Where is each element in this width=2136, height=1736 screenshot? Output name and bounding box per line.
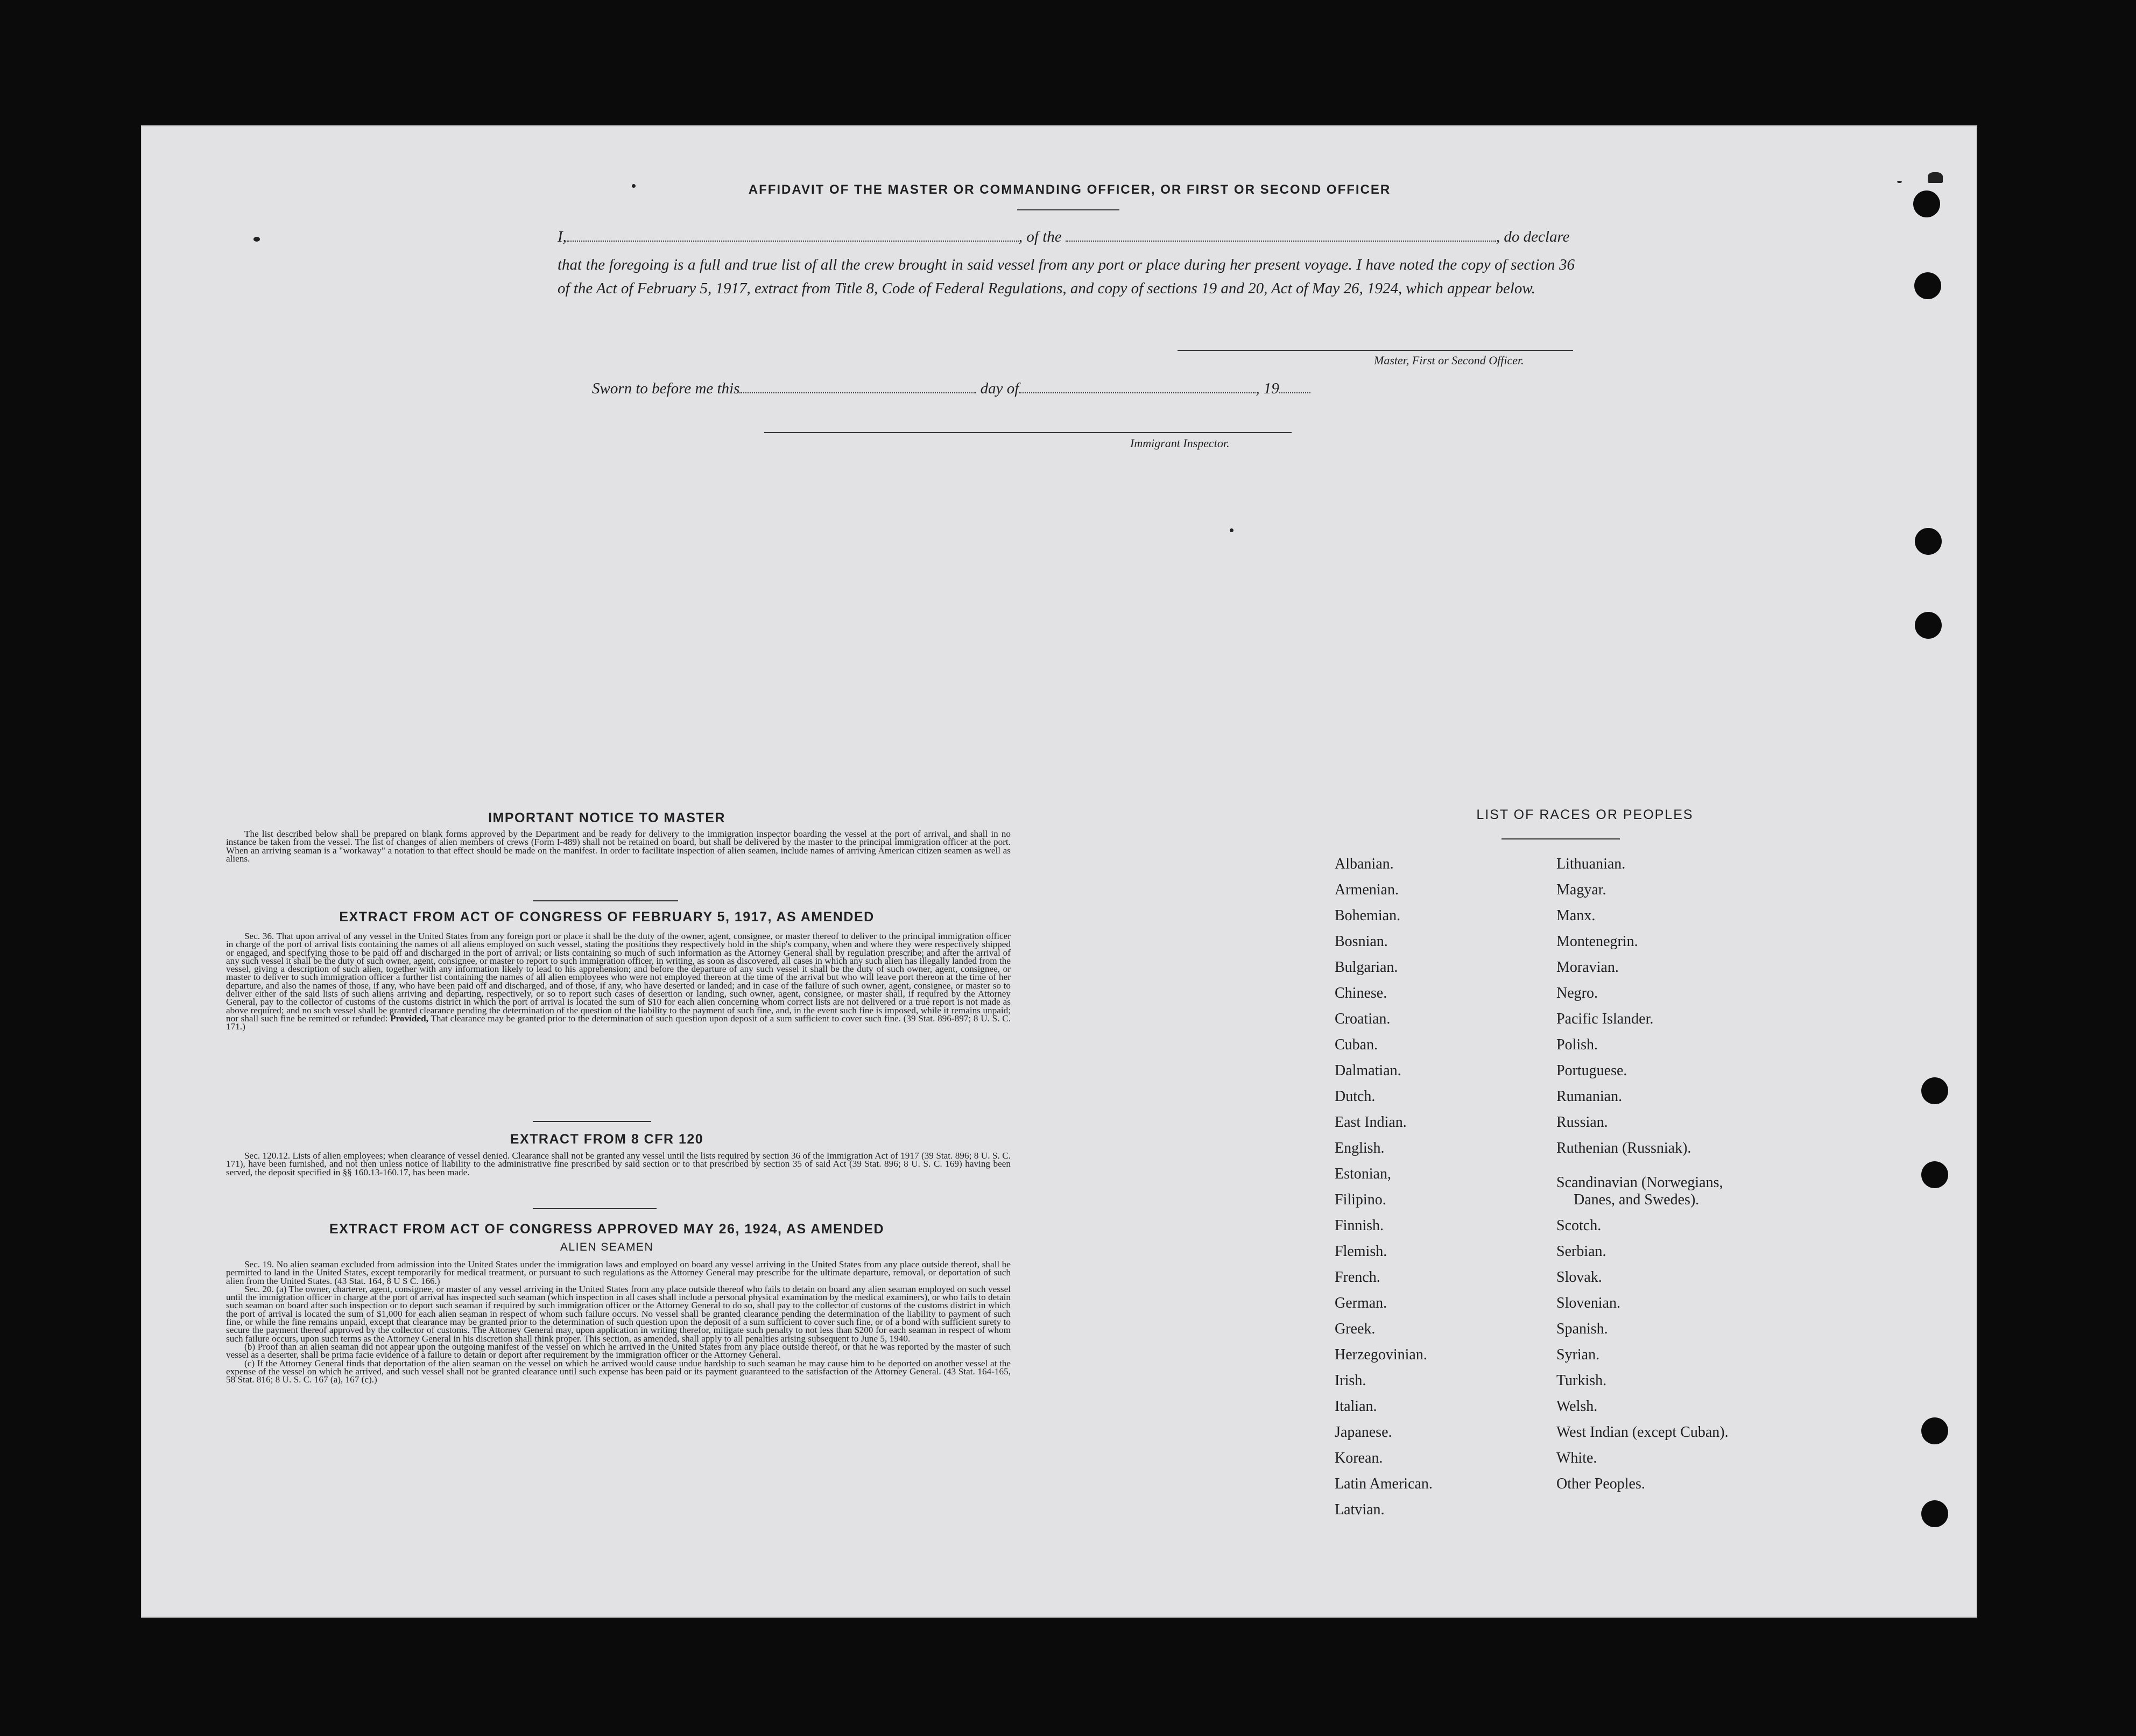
title-underline	[1017, 209, 1119, 210]
race-item: Danes, and Swedes).	[1574, 1191, 1700, 1208]
race-item: Slovenian.	[1556, 1295, 1620, 1311]
sworn-day-of: day of	[980, 380, 1019, 397]
affidavit-body: that the foregoing is a full and true list of all the crew brought in said vessel from any port or place during her present voyage. I have noted the copy of section 36 of the Act of February 5, 1917, extract from Title 8, Code of Federal Regulations, and copy of sections 19 and 20, Act of May 26, 1924, which appear below.	[558, 256, 1575, 297]
race-item: Other Peoples.	[1556, 1476, 1645, 1492]
race-item: Syrian.	[1556, 1346, 1600, 1363]
race-item: Lithuanian.	[1556, 856, 1626, 872]
race-item: Herzegovinian.	[1335, 1346, 1427, 1363]
master-signature-line[interactable]	[1178, 350, 1573, 351]
race-item: German.	[1335, 1295, 1387, 1311]
race-item: Spanish.	[1556, 1321, 1608, 1337]
binder-hole	[1921, 1077, 1948, 1104]
race-item: Moravian.	[1556, 959, 1619, 976]
affidavit-i-label: I,	[558, 228, 567, 245]
race-item: Estonian,	[1335, 1166, 1391, 1182]
document-page	[141, 125, 1977, 1618]
race-item: Bulgarian.	[1335, 959, 1398, 976]
races-title: LIST OF RACES OR PEOPLES	[1476, 807, 1694, 822]
binder-hole	[1921, 1417, 1948, 1444]
inspector-signature-line[interactable]	[764, 432, 1292, 433]
binder-hole	[1915, 528, 1942, 555]
race-item: English.	[1335, 1140, 1385, 1156]
race-item: Magyar.	[1556, 881, 1606, 898]
race-item: Ruthenian (Russniak).	[1556, 1140, 1691, 1156]
paper-speck	[1928, 172, 1943, 183]
sec-20b: (b) Proof than an alien seaman did not appear upon the outgoing manifest of the vessel on which he arrived in the United States from any place outside thereof, or that he was reported by the master of such vessel as a deserter, shall be prima facie evidence of a failure to detain or deport after requirement by the immigration officer or the Attorney General.	[226, 1341, 1011, 1360]
race-item: Latin American.	[1335, 1476, 1433, 1492]
act-1924-text	[226, 1260, 1011, 1384]
race-item: Manx.	[1556, 907, 1596, 924]
race-item: Welsh.	[1556, 1398, 1598, 1415]
race-item: West Indian (except Cuban).	[1556, 1424, 1729, 1441]
vessel-name-blank[interactable]	[1066, 233, 1496, 242]
race-item: French.	[1335, 1269, 1380, 1286]
race-item: Portuguese.	[1556, 1062, 1627, 1079]
sworn-year-prefix: , 19	[1256, 380, 1279, 397]
race-item: Flemish.	[1335, 1243, 1387, 1260]
sworn-day-blank[interactable]	[739, 385, 976, 393]
race-item: Croatian.	[1335, 1011, 1391, 1027]
binder-hole	[1921, 1161, 1948, 1188]
paper-speck	[1897, 181, 1902, 183]
affidavit-title: AFFIDAVIT OF THE MASTER OR COMMANDING OFFICER, OR FIRST OR SECOND OFFICER	[748, 182, 1391, 197]
section-divider	[533, 900, 678, 901]
race-item: Pacific Islander.	[1556, 1011, 1654, 1027]
affidavit-first-line	[558, 228, 1570, 246]
race-item: Serbian.	[1556, 1243, 1606, 1260]
race-item: White.	[1556, 1450, 1597, 1466]
race-item: Turkish.	[1556, 1372, 1607, 1389]
race-item: Russian.	[1556, 1114, 1608, 1131]
race-item: Japanese.	[1335, 1424, 1392, 1441]
race-item: Armenian.	[1335, 881, 1399, 898]
race-item: Scotch.	[1556, 1217, 1602, 1234]
sworn-line	[592, 380, 1310, 398]
master-name-blank[interactable]	[567, 233, 1019, 242]
act-1917-text: Sec. 36. That upon arrival of any vessel in the United States from any foreign port or place it shall be the duty of the owner, agent, consignee, or master thereof to deliver to the principal immigration officer in charge of the port of arrival lists containing the names of all aliens employed on such vessel, stating the positions they respectively hold in the ship's company, when and where they were respectively shipped or engaged, and specifying those to be paid off and discharged in the port of arrival; or lists containing so much of such information as the Attorney General shall by regulation prescribe; and after the arrival of any such vessel it shall be the duty of such owner, agent, consignee, or master to report to such immigration officer, in writing, as soon as discovered, all cases in which any such alien has illegally landed from the vessel, giving a description of such alien, together with any information likely to lead to his apprehension; and before the departure of any such vessel it shall be the duty of such owner, agent, consignee, or master to deliver to such immigration officer a further list containing the names of all alien employees who were not employed thereon at the time of the arrival but who will leave port thereon at the time of her departure, and also the names of those, if any, who have been paid off and discharged, and of those, if any, who have deserted or landed; and in case of the failure of such owner, agent, consignee, or master so to deliver either of the said lists of such aliens arriving and departing, respectively, or so to report such cases of desertion or landing, such owner, agent, consignee, or master shall, if required by the Attorney General, pay to the collector of customs of the customs district in which the port of arrival is located the sum of $10 for each alien concerning whom correct lists are not delivered or a true report is not made as above required; and no such vessel shall be granted clearance pending the determination of the question of the liability to the payment of such fine, and, in the event such fine is imposed, while it remains unpaid; nor shall such fine be remitted or refunded: Provided, That clearance may be granted prior to the determination of such question upon deposit of a sum sufficient to cover such fine. (39 Stat. 896-897; 8 U. S. C. 171.)	[226, 931, 1011, 1032]
race-item: Polish.	[1556, 1036, 1598, 1053]
affidavit-declare-label: , do declare	[1496, 228, 1570, 245]
race-item: Chinese.	[1335, 985, 1387, 1001]
sworn-year-blank[interactable]	[1279, 385, 1310, 393]
act-1924-subtitle: ALIEN SEAMEN	[560, 1241, 654, 1253]
affidavit-of-the-label: , of the	[1018, 228, 1062, 245]
binder-hole	[1914, 272, 1941, 299]
races-title-underline	[1501, 838, 1620, 839]
race-item: Latvian.	[1335, 1501, 1385, 1518]
race-item: Bosnian.	[1335, 933, 1388, 950]
race-item: Negro.	[1556, 985, 1598, 1001]
race-item: Greek.	[1335, 1321, 1376, 1337]
race-item: Irish.	[1335, 1372, 1366, 1389]
inspector-signature-caption: Immigrant Inspector.	[1130, 436, 1230, 450]
race-item: Cuban.	[1335, 1036, 1378, 1053]
act-1924-title: EXTRACT FROM ACT OF CONGRESS APPROVED MAY 26, 1924, AS AMENDED	[329, 1222, 885, 1237]
binder-hole	[1921, 1500, 1948, 1527]
race-item: Scandinavian (Norwegians,	[1556, 1174, 1723, 1191]
paper-speck	[632, 184, 636, 188]
provided-label: Provided,	[390, 1013, 428, 1024]
race-item: Rumanian.	[1556, 1088, 1623, 1105]
sworn-prefix: Sworn to before me this	[592, 380, 740, 397]
paper-speck	[253, 237, 260, 242]
race-item: Korean.	[1335, 1450, 1383, 1466]
binder-hole	[1915, 612, 1942, 639]
race-item: Dalmatian.	[1335, 1062, 1401, 1079]
binder-hole	[1913, 190, 1940, 217]
sec-20a: Sec. 20. (a) The owner, charterer, agent, consignee, or master of any vessel arriving in the United States from any place outside thereof who fails to detain on board any alien seaman employed on such vessel until the immigration officer in charge at the port of arrival has inspected such seaman (which inspection in all cases shall include a personal physical examination by the medical examiners), or who fails to detain such seaman on board after such inspection or to deport such seaman if required by such immigration officer or the Attorney General to do so, shall pay to the collector of customs of the customs district in which the port of arrival is located the sum of $1,000 for each alien seaman in respect of whom such failure occurs. No vessel shall be granted clearance pending the determination of the liability to payment of such fine, or while the fine remains unpaid, except that clearance may be granted prior to the determination of such question upon the deposit of a sum sufficient to cover such fine, or of a bond with sufficient surety to secure the payment thereof approved by the collector of customs. The Attorney General may, upon application in writing therefor, mitigate such penalty to not less than $200 for each seaman in respect of whom such failure occurs, upon such terms as the Attorney General in his discretion shall think proper. This section, as amended, shall apply to all penalties arising subsequent to June 5, 1940.	[226, 1283, 1011, 1344]
race-item: Filipino.	[1335, 1191, 1386, 1208]
race-item: Bohemian.	[1335, 907, 1401, 924]
notice-text: The list described below shall be prepared on blank forms approved by the Department and be ready for delivery to the immigration inspector boarding the vessel at the port of arrival, and shall in no instance be taken from the vessel. The list of changes of alien members of crews (Form I-489) shall not be retained on board, but shall be delivered by the master to the principal immigration officer at the port. When an arriving seaman is a "workaway" a notation to that effect should be made on the manifest. In order to facilitate inspection of alien seamen, include names of arriving American citizen seamen as well as aliens.	[226, 829, 1011, 864]
notice-title: IMPORTANT NOTICE TO MASTER	[488, 810, 725, 825]
race-item: East Indian.	[1335, 1114, 1407, 1131]
sworn-month-blank[interactable]	[1019, 385, 1256, 393]
race-item: Albanian.	[1335, 856, 1394, 872]
race-item: Slovak.	[1556, 1269, 1602, 1286]
section-divider	[533, 1121, 651, 1122]
act-1917-title: EXTRACT FROM ACT OF CONGRESS OF FEBRUARY 5, 1917, AS AMENDED	[339, 909, 875, 925]
race-item: Finnish.	[1335, 1217, 1384, 1234]
master-signature-caption: Master, First or Second Officer.	[1374, 354, 1524, 367]
cfr-text: Sec. 120.12. Lists of alien employees; when clearance of vessel denied. Clearance shall not be granted any vessel until the lists required by section 36 of the Immigration Act of 1917 (39 Stat. 896; 8 U. S. C. 171), have been furnished, and not then unless notice of liability to the administrative fine prescribed by said section or to that prescribed by section 35 of said Act (39 Stat. 896; 8 U. S. C. 169) having been served, the deposit specified in §§ 160.13-160.17, has been made.	[226, 1151, 1011, 1177]
paper-speck	[1230, 528, 1233, 532]
race-item: Dutch.	[1335, 1088, 1376, 1105]
sec-19: Sec. 19. No alien seaman excluded from admission into the United States under the immigration laws and employed on board any vessel arriving in the United States from any place outside thereof, shall be permitted to land in the United States, except temporarily for medical treatment, or pursuant to such regulations as the Attorney General may prescribe for the ultimate departure, removal, or deportation of such alien from the United States. (43 Stat. 164, 8 U S C. 166.)	[226, 1259, 1011, 1286]
race-item: Italian.	[1335, 1398, 1377, 1415]
cfr-title: EXTRACT FROM 8 CFR 120	[510, 1132, 704, 1147]
sec-20c: (c) If the Attorney General finds that deportation of the alien seaman on the vessel on which he arrived would cause undue hardship to such seaman he may cause him to be deported on another vessel at the expense of the vessel on which he arrived, and such vessel shall not be granted clearance until such expense has been paid or its payment guaranteed to the satisfaction of the Attorney General. (43 Stat. 164-165, 58 Stat. 816; 8 U. S. C. 167 (a), 167 (c).)	[226, 1358, 1011, 1385]
section-divider	[533, 1208, 657, 1209]
race-item: Montenegrin.	[1556, 933, 1638, 950]
